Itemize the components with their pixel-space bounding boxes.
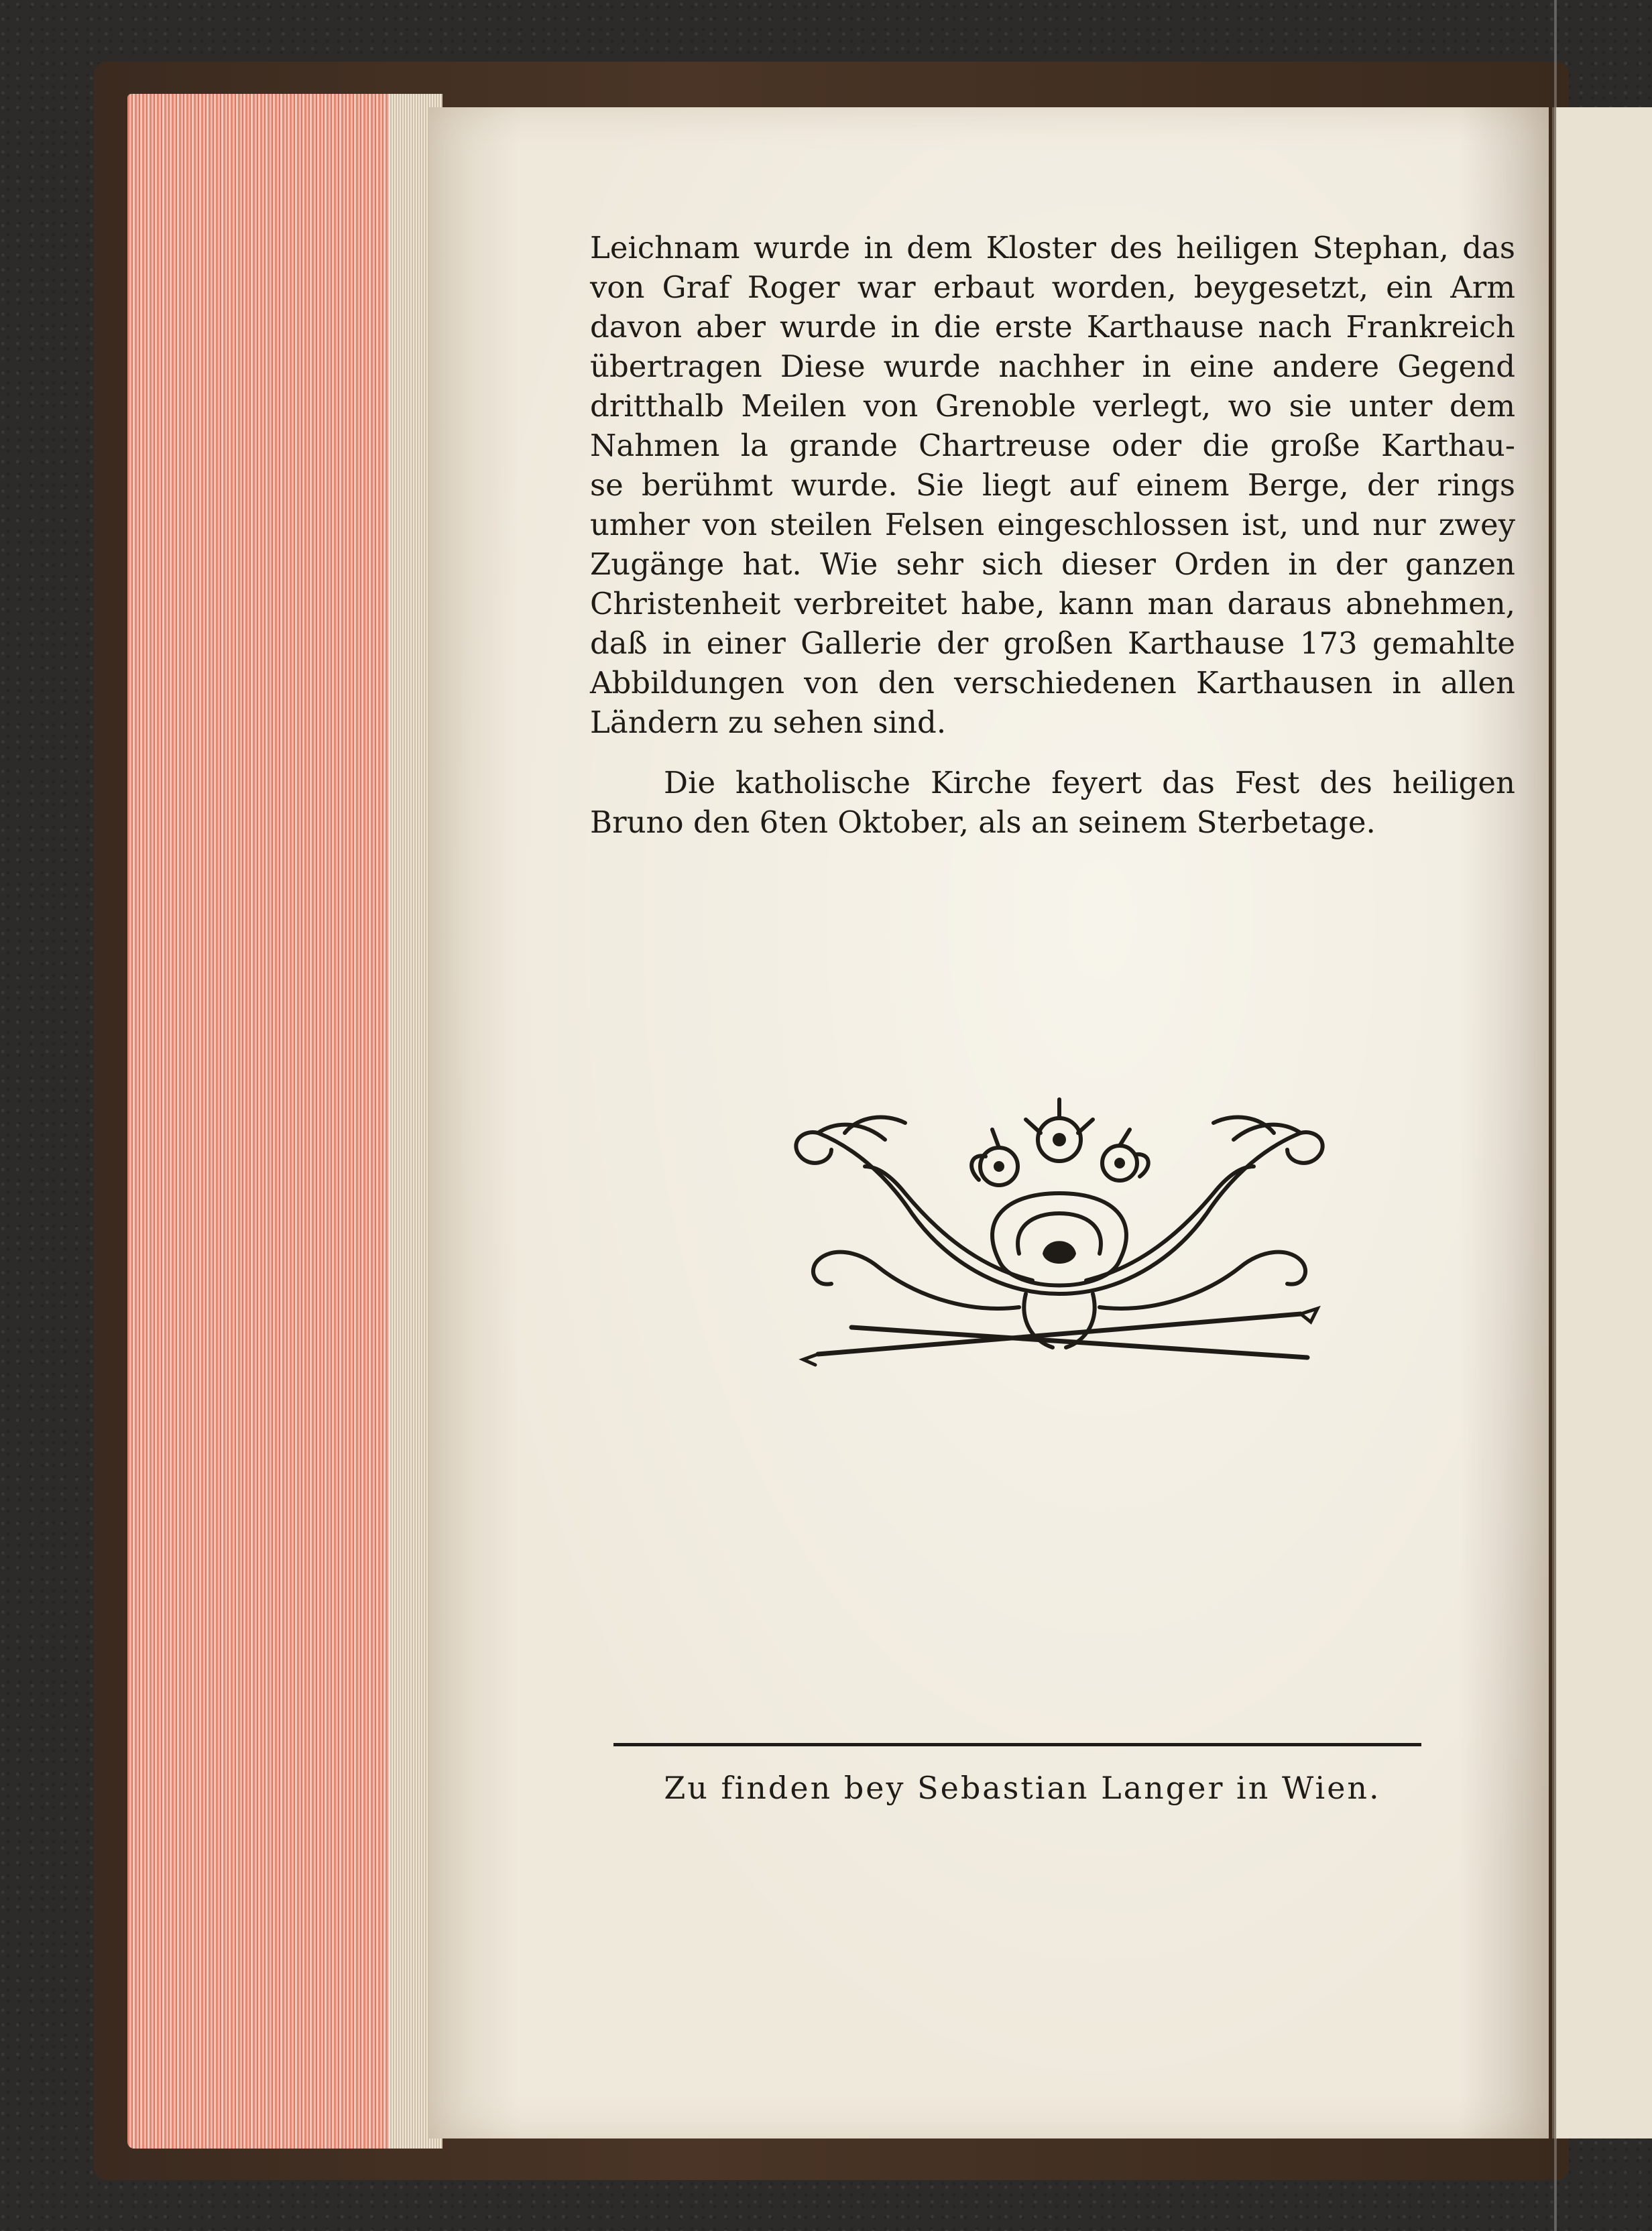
imprint-line: Zu finden bey Sebastian Langer in Wien. — [664, 1770, 1381, 1806]
horizontal-rule — [613, 1743, 1421, 1746]
glass-plate-edge — [1554, 0, 1557, 2231]
text-line: Nahmen la grande Chartreuse oder die große Karthau- — [590, 428, 1515, 463]
text-line: davon aber wurde in die erste Karthause nach Frankreich — [590, 309, 1515, 345]
text-line: Zugänge hat. Wie sehr sich dieser Orden in der ganzen — [590, 546, 1515, 582]
text-line: von Graf Roger war erbaut worden, beygesetzt, ein Arm — [590, 269, 1515, 305]
floral-vignette-icon — [778, 1093, 1341, 1381]
page-edges — [127, 94, 442, 2149]
facing-page-edge — [1552, 107, 1652, 2138]
paragraph-1 — [590, 228, 1515, 742]
text-line: dritthalb Meilen von Grenoble verlegt, wo sie unter dem — [590, 388, 1515, 424]
text-line: Abbildungen von den verschiedenen Karthausen in allen — [590, 665, 1515, 701]
paragraph-2 — [590, 763, 1515, 842]
text-line: Christenheit verbreitet habe, kann man daraus abnehmen, — [590, 586, 1515, 621]
text-line: Die katholische Kirche feyert das Fest des heiligen — [664, 765, 1515, 800]
text-line: Bruno den 6ten Oktober, als an seinem Sterbetage. — [590, 804, 1376, 840]
text-line: se berühmt wurde. Sie liegt auf einem Berge, der rings — [590, 467, 1515, 503]
text-line: übertragen Diese wurde nachher in eine andere Gegend — [590, 349, 1515, 384]
text-line: umher von steilen Felsen eingeschlossen ist, und nur zwey — [590, 507, 1515, 542]
text-line: daß in einer Gallerie der großen Karthause 173 gemahlte — [590, 625, 1515, 661]
text-line: Leichnam wurde in dem Kloster des heiligen Stephan, das — [590, 230, 1515, 265]
text-line: Ländern zu sehen sind. — [590, 705, 947, 740]
